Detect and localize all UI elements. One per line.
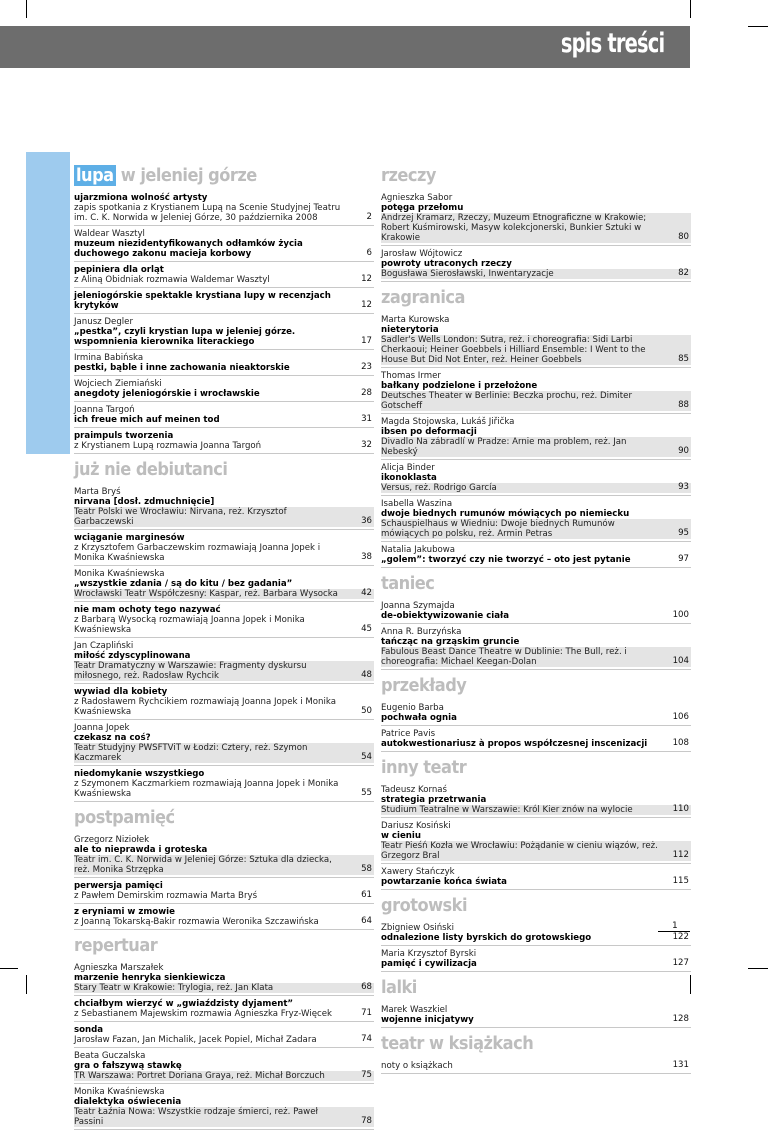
entry-author: Beata Guczalska <box>74 1051 146 1061</box>
section-heading <box>381 758 691 778</box>
entry-page-number: 104 <box>672 656 689 666</box>
toc-entry[interactable] <box>74 904 374 930</box>
entry-page-number: 131 <box>672 1060 689 1070</box>
entry-page-number: 112 <box>672 850 689 860</box>
section-heading <box>381 288 691 308</box>
header-bar <box>0 26 690 68</box>
entry-subtitle: Teatr Pieśń Kozła we Wrocławiu: Pożądanie w cieniu wiązów, reż. Grzegorz Bral <box>381 841 691 861</box>
toc-entry[interactable] <box>74 878 374 904</box>
toc-entry[interactable] <box>381 864 691 890</box>
toc-entry[interactable] <box>74 832 374 878</box>
entry-author: Tadeusz Kornaś <box>381 785 448 795</box>
entry-page-number: 61 <box>361 890 372 900</box>
entry-title: powtarzanie końca świata <box>381 877 507 887</box>
entry-author: Eugenio Barba <box>381 703 444 713</box>
toc-entry[interactable] <box>74 684 374 720</box>
toc-entry[interactable] <box>381 700 691 726</box>
entry-title: praimpuls tworzenia <box>74 431 174 441</box>
entry-subtitle: Versus, reż. Rodrigo García <box>381 483 691 493</box>
entry-page-number: 88 <box>678 400 689 410</box>
toc-entry[interactable] <box>74 996 374 1022</box>
entry-page-number: 115 <box>672 876 689 886</box>
entry-subtitle: z Joanną Tokarską-Bakir rozmawia Weronika Szczawińska <box>74 917 319 927</box>
page-title: spis treści <box>560 28 664 59</box>
entry-author: Magda Stojowska, Lukáš Jiřička <box>381 417 515 427</box>
entry-title: autokwestionariusz à propos współczesnej inscenizacji <box>381 739 648 749</box>
toc-entry[interactable] <box>381 598 691 624</box>
toc-entry[interactable] <box>74 262 374 288</box>
toc-entry[interactable] <box>74 190 374 226</box>
entry-author: Monika Kwaśniewska <box>74 569 165 579</box>
entry-title: wciąganie marginesów <box>74 533 185 543</box>
entry-page-number: 106 <box>672 712 689 722</box>
entry-page-number: 36 <box>361 516 372 526</box>
toc-entry[interactable] <box>74 638 374 684</box>
entry-page-number: 68 <box>361 982 372 992</box>
entry-page-number: 12 <box>361 274 372 284</box>
entry-title: pamięć i cywilizacja <box>381 959 477 969</box>
entry-title: dwoje biednych rumunów mówiących po niemiecku <box>381 509 630 519</box>
entry-title: gra o fałszywą stawkę <box>74 1061 182 1071</box>
toc-right-column <box>381 160 691 1074</box>
entry-title: dialektyka oświecenia <box>74 1097 182 1107</box>
entry-page-number: 122 <box>672 932 689 942</box>
section-heading-text: taniec <box>381 573 435 594</box>
entry-page-number: 6 <box>366 248 372 258</box>
entry-subtitle: Teatr Studyjny PWSFTViT w Łodzi: Cztery, reż. Szymon Kaczmarek <box>74 743 374 763</box>
section-heading <box>74 808 374 828</box>
entry-author: Natalia Jakubowa <box>381 545 456 555</box>
entry-subtitle: TR Warszawa: Portret Doriana Graya, reż. Michał Borczuch <box>74 1071 374 1081</box>
entry-title: „pestka”, czyli krystian lupa w jeleniej górze. wspomnienia kierownika literackiego <box>74 327 296 347</box>
entry-author: Dariusz Kosiński <box>381 821 451 831</box>
entry-title: z eryniami w zmowie <box>74 907 175 917</box>
toc-entry[interactable] <box>381 496 691 542</box>
entry-subtitle: z Szymonem Kaczmarkiem rozmawiają Joanna Jopek i Monika Kwaśniewska <box>74 779 339 799</box>
entry-subtitle: Bogusława Sierosławski, Inwentaryzacje <box>381 269 691 279</box>
entry-author: Marek Waszkiel <box>381 1005 448 1015</box>
entry-title: strategia przetrwania <box>381 795 487 805</box>
toc-entry[interactable] <box>381 920 691 946</box>
toc-entry[interactable] <box>74 1048 374 1084</box>
entry-page-number: 50 <box>361 706 372 716</box>
toc-entry[interactable] <box>381 782 691 818</box>
entry-page-number: 2 <box>366 212 372 222</box>
toc-entry[interactable] <box>74 376 374 402</box>
entry-page-number: 31 <box>361 414 372 424</box>
section-heading-highlight: lupa <box>76 165 114 186</box>
entry-author: Joanna Jopek <box>74 723 130 733</box>
entry-author: Anna R. Burzyńska <box>381 627 462 637</box>
entry-page-number: 78 <box>361 1116 372 1126</box>
entry-author: Zbigniew Osiński <box>381 923 454 933</box>
entry-title: miłość zdyscyplinowana <box>74 651 191 661</box>
entry-subtitle: Andrzej Kramarz, Rzeczy, Muzeum Etnograficzne w Krakowie; Robert Kuśmirowski, Masyw kolekcjonerski, Bunkier Sztuki w Krakowie <box>381 213 691 243</box>
entry-page-number: 71 <box>361 1008 372 1018</box>
entry-author: Wojciech Ziemiański <box>74 379 162 389</box>
entry-page-number: 128 <box>672 1014 689 1024</box>
entry-page-number: 54 <box>361 752 372 762</box>
entry-subtitle: Teatr Polski we Wrocławiu: Nirvana, reż. Krzysztof Garbaczewski <box>74 507 374 527</box>
entry-page-number: 108 <box>672 738 689 748</box>
entry-page-number: 82 <box>678 268 689 278</box>
section-heading <box>74 936 374 956</box>
page-number: 1 <box>672 921 678 931</box>
entry-subtitle: Schauspielhaus w Wiedniu: Dwoje biednych Rumunów mówiących po polsku, reż. Armin Petras <box>381 519 691 539</box>
entry-title: niedomykanie wszystkiego <box>74 769 205 779</box>
entry-page-number: 110 <box>672 804 689 814</box>
toc-entry[interactable] <box>74 602 374 638</box>
toc-entry[interactable] <box>381 1058 691 1074</box>
toc-entry[interactable] <box>381 246 691 282</box>
entry-title: powroty utraconych rzeczy <box>381 259 512 269</box>
entry-title: bałkany podzielone i przełożone <box>381 381 538 391</box>
entry-author: Maria Krzysztof Byrski <box>381 949 477 959</box>
section-heading-text: rzeczy <box>381 165 436 186</box>
entry-author: Thomas Irmer <box>381 371 441 381</box>
entry-subtitle: z Aliną Obidniak rozmawia Waldemar Wasztyl <box>74 275 270 285</box>
section-heading <box>381 1034 691 1054</box>
entry-page-number: 100 <box>672 610 689 620</box>
toc-entry[interactable] <box>381 726 691 752</box>
entry-author: Xawery Stańczyk <box>381 867 455 877</box>
entry-title: marzenie henryka sienkiewicza <box>74 973 226 983</box>
entry-subtitle: Studium Teatralne w Warszawie: Król Kier znów na wylocie <box>381 805 691 815</box>
toc-entry[interactable] <box>381 312 691 368</box>
entry-title: tańcząc na grząskim gruncie <box>381 637 520 647</box>
toc-entry[interactable] <box>74 1084 374 1130</box>
crop-mark <box>0 968 18 969</box>
entry-title: ujarzmiona wolność artysty <box>74 193 208 203</box>
entry-page-number: 85 <box>678 354 689 364</box>
crop-mark <box>26 0 27 18</box>
entry-author: Monika Kwaśniewska <box>74 1087 165 1097</box>
entry-title: ikonoklasta <box>381 473 437 483</box>
entry-page-number: 42 <box>361 588 372 598</box>
entry-title: pestki, bąble i inne zachowania nieaktorskie <box>74 363 290 373</box>
entry-subtitle: Sadler's Wells London: Sutra, reż. i choreografia: Sidi Larbi Cherkaoui; Heiner Goebbels i Hilliard Ensemble: I Went to the House But Did Not Enter, reż. Heiner Goebbels <box>381 335 691 365</box>
section-heading-text: już nie debiutanci <box>74 459 228 480</box>
toc-entry[interactable] <box>74 960 374 996</box>
section-heading <box>381 978 691 998</box>
entry-subtitle: Fabulous Beast Dance Theatre w Dublinie: The Bull, reż. i choreografia: Michael Keegan-Dolan <box>381 647 691 667</box>
toc-entry[interactable] <box>74 1022 374 1048</box>
crop-mark <box>748 26 768 27</box>
crop-mark <box>690 0 691 18</box>
entry-page-number: 55 <box>361 788 372 798</box>
entry-subtitle: Jarosław Fazan, Jan Michalik, Jacek Popiel, Michał Zadara <box>74 1035 317 1045</box>
entry-page-number: 80 <box>678 232 689 242</box>
section-heading-text: grotowski <box>381 895 467 916</box>
toc-left-column <box>74 160 374 1130</box>
entry-title: ich freue mich auf meinen tod <box>74 415 220 425</box>
entry-title: nieterytoria <box>381 325 439 335</box>
entry-page-number: 90 <box>678 446 689 456</box>
entry-title: pochwała ognia <box>381 713 457 723</box>
entry-page-number: 58 <box>361 864 372 874</box>
entry-page-number: 75 <box>361 1070 372 1080</box>
entry-title: potęga przełomu <box>381 203 464 213</box>
toc-entry[interactable] <box>74 766 374 802</box>
entry-page-number: 74 <box>361 1034 372 1044</box>
crop-mark <box>748 968 768 969</box>
entry-title: w cieniu <box>381 831 421 841</box>
entry-page-number: 45 <box>361 624 372 634</box>
entry-author: Jan Czapliński <box>74 641 134 651</box>
entry-author: Marta Kurowska <box>381 315 450 325</box>
entry-subtitle: Wrocławski Teatr Współczesny: Kaspar, reż. Barbara Wysocka <box>74 589 374 599</box>
entry-page-number: 64 <box>361 916 372 926</box>
section-accent-block <box>26 152 70 454</box>
entry-subtitle: z Krystianem Lupą rozmawia Joanna Targoń <box>74 441 262 451</box>
entry-subtitle: Stary Teatr w Krakowie: Trylogia, reż. Jan Klata <box>74 983 374 993</box>
page-number-rule <box>658 931 690 932</box>
entry-author: Joanna Targoń <box>74 405 135 415</box>
toc-entry[interactable] <box>381 190 691 246</box>
toc-entry[interactable] <box>74 720 374 766</box>
entry-subtitle: z Pawłem Demirskim rozmawia Marta Bryś <box>74 891 258 901</box>
entry-title: czekasz na coś? <box>74 733 151 743</box>
section-heading-text: inny teatr <box>381 757 467 778</box>
entry-title: „golem”: tworzyć czy nie tworzyć – oto jest pytanie <box>381 555 631 565</box>
entry-author: Marta Bryś <box>74 487 121 497</box>
entry-page-number: 97 <box>678 554 689 564</box>
entry-page-number: 28 <box>361 388 372 398</box>
entry-author: Agnieszka Marszałek <box>74 963 164 973</box>
entry-author: Patrice Pavis <box>381 729 436 739</box>
entry-page-number: 95 <box>678 528 689 538</box>
entry-page-number: 17 <box>361 336 372 346</box>
entry-title: sonda <box>74 1025 104 1035</box>
entry-title: perwersja pamięci <box>74 881 163 891</box>
section-heading-text: w jeleniej górze <box>115 165 257 186</box>
section-heading-text: zagranica <box>381 287 465 308</box>
section-heading-text: przekłady <box>381 675 467 696</box>
toc-entry[interactable] <box>74 350 374 376</box>
toc-entry[interactable] <box>381 624 691 670</box>
section-heading-text: lalki <box>381 977 417 998</box>
entry-title: ibsen po deformacji <box>381 427 477 437</box>
toc-entry[interactable] <box>381 946 691 972</box>
toc-entry[interactable] <box>381 818 691 864</box>
toc-entry[interactable] <box>381 542 691 568</box>
entry-subtitle: Deutsches Theater w Berlinie: Beczka prochu, reż. Dimiter Gotscheff <box>381 391 691 411</box>
toc-entry[interactable] <box>74 314 374 350</box>
entry-author: Alicja Binder <box>381 463 435 473</box>
toc-entry[interactable] <box>381 460 691 496</box>
toc-entry[interactable] <box>74 428 374 454</box>
entry-page-number: 12 <box>361 300 372 310</box>
section-heading <box>381 166 691 186</box>
crop-mark <box>26 975 27 994</box>
section-heading <box>74 166 374 186</box>
toc-entry[interactable] <box>74 484 374 530</box>
entry-title: jeleniogórskie spektakle krystiana lupy w recenzjach krytyków <box>74 291 331 311</box>
toc-entry[interactable] <box>381 414 691 460</box>
toc-entry[interactable] <box>74 288 374 314</box>
entry-page-number: 48 <box>361 670 372 680</box>
entry-author: Grzegorz Niziołek <box>74 835 150 845</box>
toc-entry[interactable] <box>74 530 374 566</box>
entry-title: muzeum niezidentyfikowanych odłamków życia duchowego zakonu macieja korbowy <box>74 239 303 259</box>
section-heading-text: postpamięć <box>74 807 175 828</box>
section-heading <box>381 574 691 594</box>
entry-subtitle: Teatr im. C. K. Norwida w Jeleniej Górze: Sztuka dla dziecka, reż. Monika Strzępka <box>74 855 374 875</box>
entry-author: Janusz Degler <box>74 317 133 327</box>
entry-subtitle: Divadlo Na zábradlí w Pradze: Arnie ma problem, reż. Jan Nebeský <box>381 437 691 457</box>
section-heading <box>74 460 374 480</box>
entry-subtitle: z Barbarą Wysocką rozmawiają Joanna Jopek i Monika Kwaśniewska <box>74 615 305 635</box>
entry-page-number: 32 <box>361 440 372 450</box>
entry-author: Irmina Babińska <box>74 353 144 363</box>
entry-author: Agnieszka Sabor <box>381 193 453 203</box>
entry-author: Jarosław Wójtowicz <box>381 249 463 259</box>
entry-title: „wszystkie zdania / są do kitu / bez gadania” <box>74 579 293 589</box>
entry-title: nie mam ochoty tego nazywać <box>74 605 221 615</box>
entry-title: anegdoty jeleniogórskie i wrocławskie <box>74 389 260 399</box>
entry-page-number: 93 <box>678 482 689 492</box>
entry-title: de-obiektywizowanie ciała <box>381 611 510 621</box>
entry-author: Joanna Szymajda <box>381 601 455 611</box>
section-heading-text: teatr w książkach <box>381 1033 534 1054</box>
toc-entry[interactable] <box>381 1002 691 1028</box>
entry-page-number: 127 <box>672 958 689 968</box>
entry-subtitle: z Sebastianem Majewskim rozmawia Agnieszka Fryz-Więcek <box>74 1009 332 1019</box>
entry-title: odnalezione listy byrskich do grotowskiego <box>381 933 592 943</box>
entry-title: nirvana [dosł. zdmuchnięcie] <box>74 497 215 507</box>
entry-title: ale to nieprawda i groteska <box>74 845 208 855</box>
entry-title: pepiniera dla orląt <box>74 265 164 275</box>
entry-subtitle: z Krzysztofem Garbaczewskim rozmawiają Joanna Jopek i Monika Kwaśniewska <box>74 543 321 563</box>
section-heading-text: repertuar <box>74 935 158 956</box>
entry-title: chciałbym wierzyć w „gwiaździsty dyjament” <box>74 999 294 1009</box>
entry-subtitle: z Radosławem Rychcikiem rozmawiają Joanna Jopek i Monika Kwaśniewska <box>74 697 336 717</box>
entry-subtitle: Teatr Dramatyczny w Warszawie: Fragmenty dyskursu miłosnego, reż. Radosław Rychcik <box>74 661 374 681</box>
section-heading <box>381 896 691 916</box>
entry-author: Waldear Wasztyl <box>74 229 145 239</box>
section-heading <box>381 676 691 696</box>
entry-subtitle: Teatr Łaźnia Nowa: Wszystkie rodzaje śmierci, reż. Paweł Passini <box>74 1107 374 1127</box>
toc-entry[interactable] <box>74 226 374 262</box>
entry-title: wojenne inicjatywy <box>381 1015 474 1025</box>
toc-entry[interactable] <box>74 402 374 428</box>
entry-title: wywiad dla kobiety <box>74 687 168 697</box>
entry-author: Isabella Waszina <box>381 499 453 509</box>
toc-entry[interactable] <box>74 566 374 602</box>
entry-page-number: 23 <box>361 362 372 372</box>
entry-page-number: 38 <box>361 552 372 562</box>
entry-subtitle: zapis spotkania z Krystianem Lupą na Scenie Studyjnej Teatru im. C. K. Norwida w Jeleniej Górze, 30 października 2008 <box>74 203 341 223</box>
entry-subtitle: noty o książkach <box>381 1061 453 1071</box>
toc-entry[interactable] <box>381 368 691 414</box>
